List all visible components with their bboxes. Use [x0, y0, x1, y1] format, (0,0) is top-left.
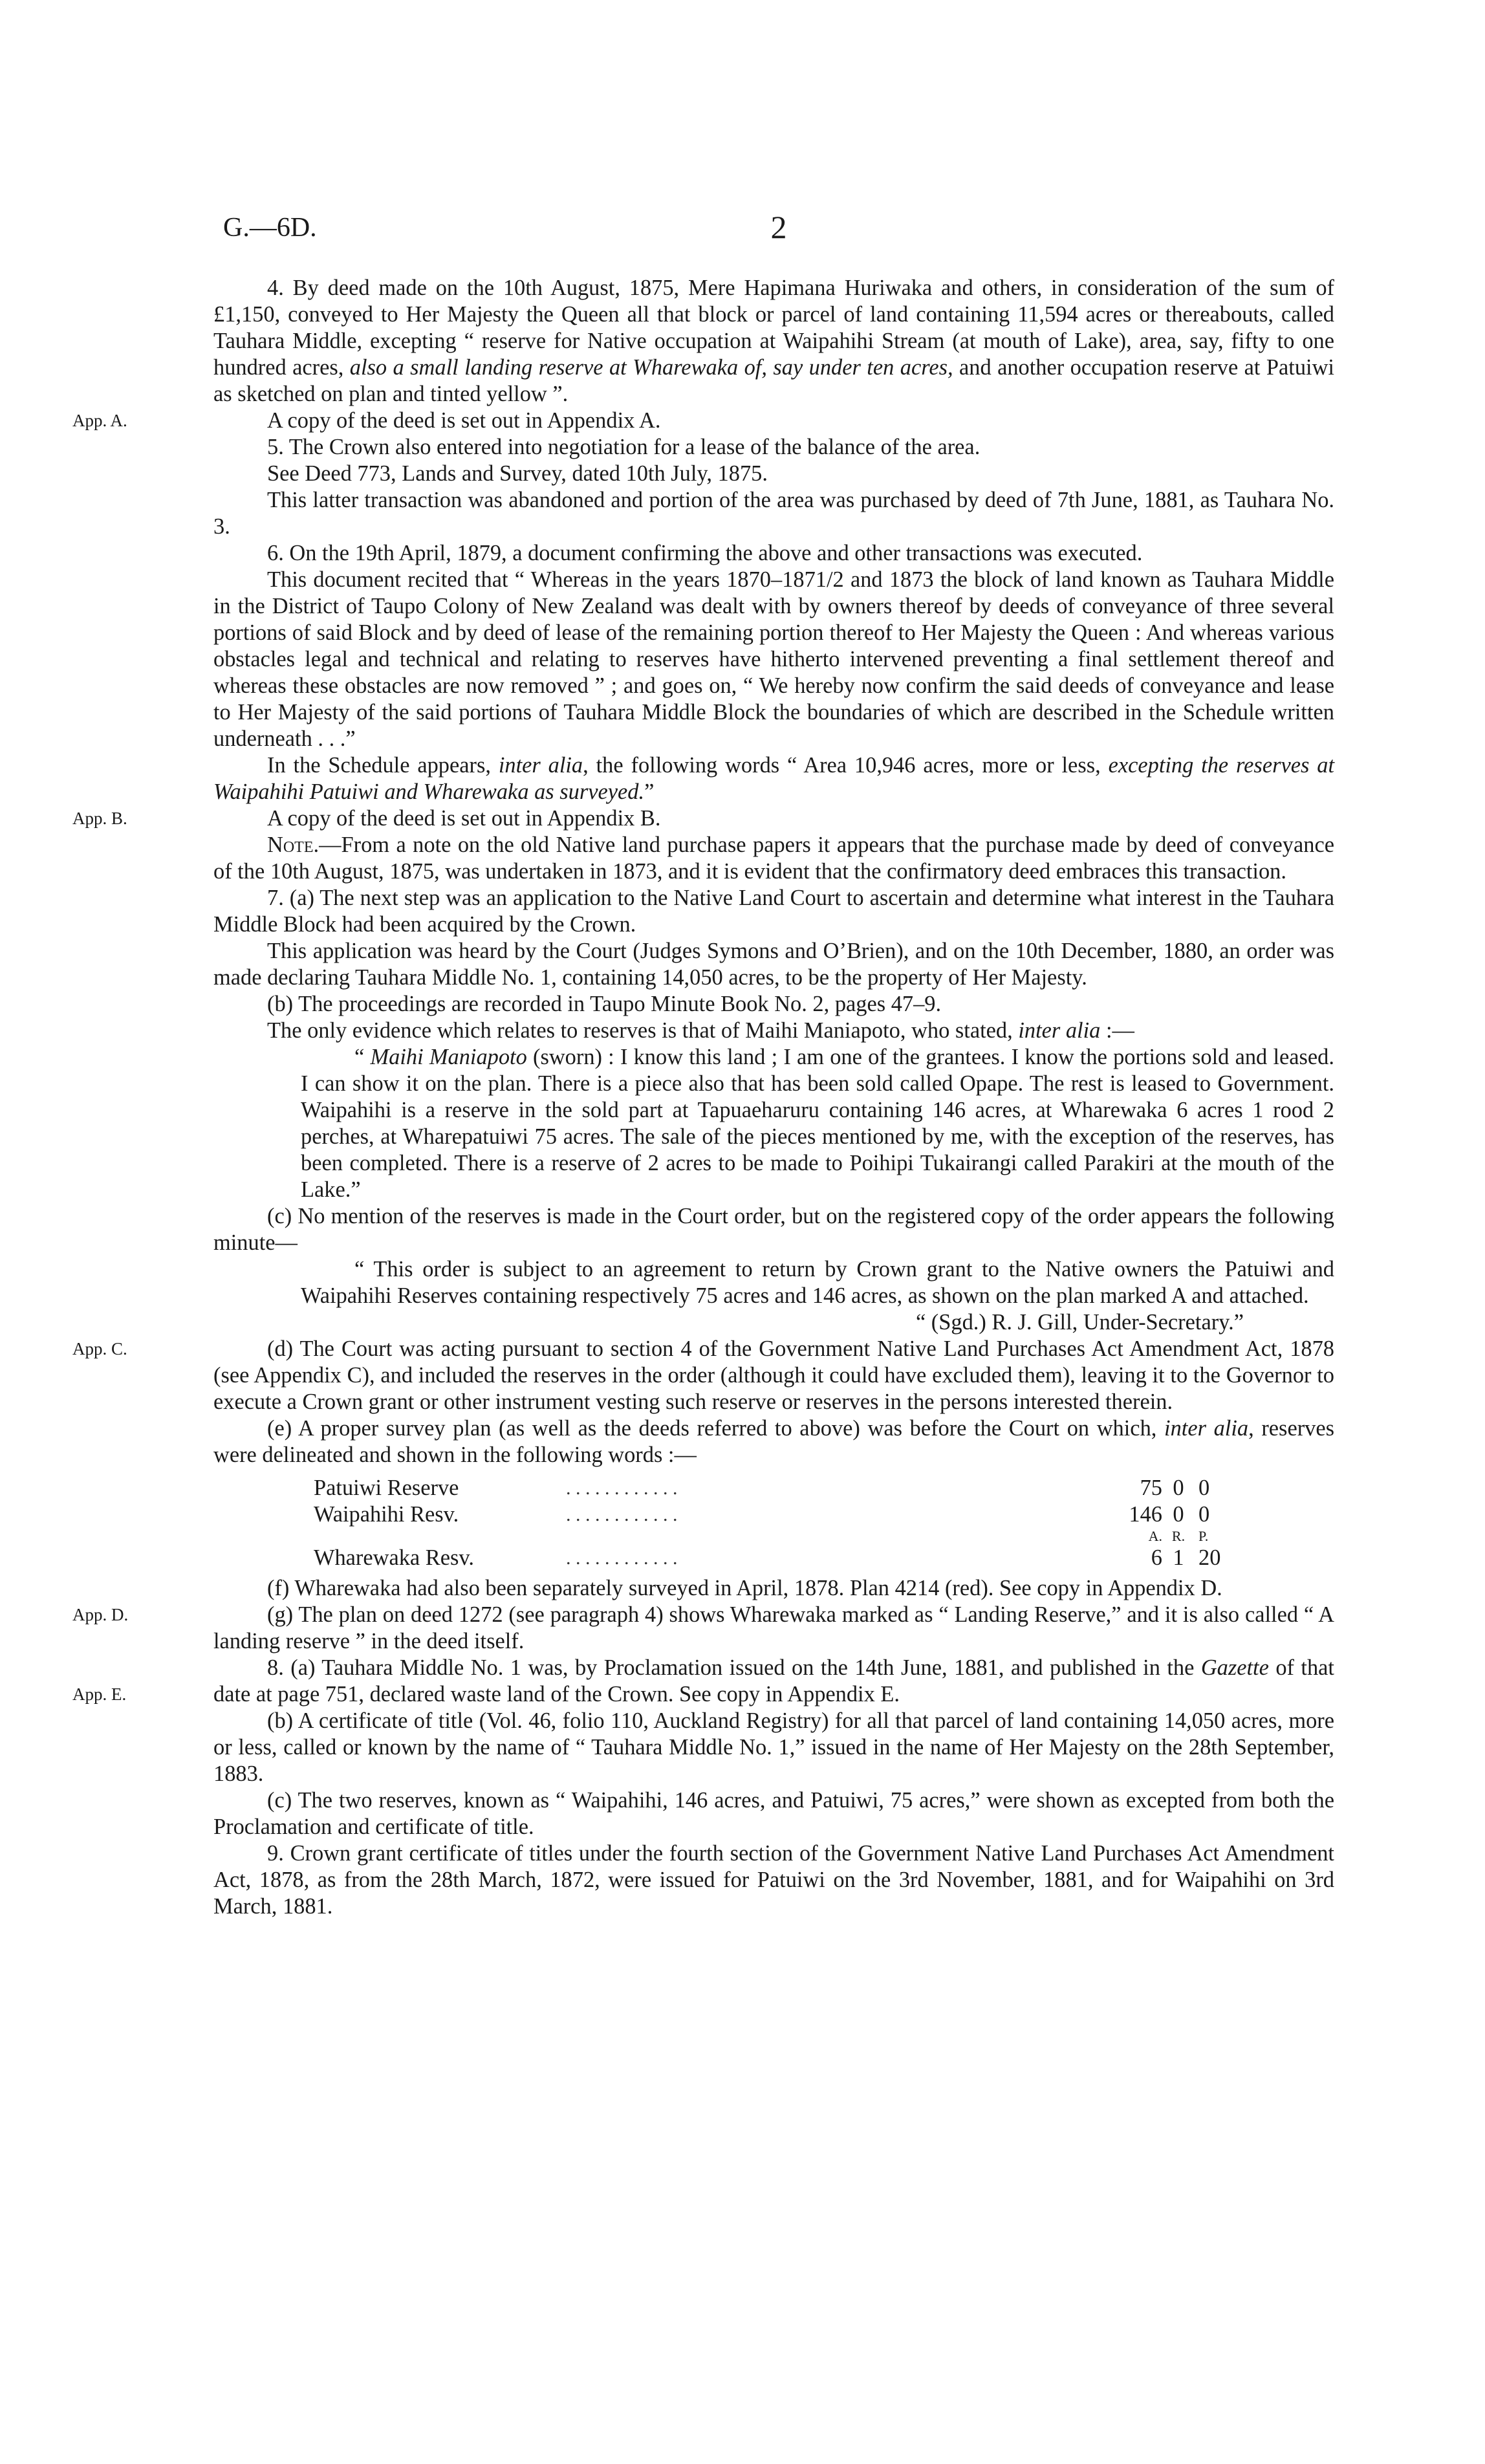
paragraph-8b: (b) A certificate of title (Vol. 46, folio 110, Auckland Registry) for all that parcel of land containing 14,050 acres, more or less, called or known by the name of “ Tauhara Middle No. 1,” issued in the name of Her Majesty on the 28th September, 1883.: [213, 1708, 1334, 1786]
paragraph-8c: (c) The two reserves, known as “ Waipahihi, 146 acres, and Patuiwi, 75 acres,” were shown as excepted from both the Proclamation and certificate of title.: [213, 1788, 1334, 1839]
margin-note-app-e: App. E.: [72, 1684, 127, 1704]
margin-note-app-c: App. C.: [72, 1339, 127, 1358]
note-label: Note.: [267, 833, 320, 857]
reserve-acres: 6: [1151, 1545, 1162, 1570]
paragraph-7-heard: This application was heard by the Court (Judges Symons and O’Brien), and on the 10th December, 1880, an order was made declaring Tauhara Middle No. 1, containing 14,050 acres, to be the property of Her Majesty.: [213, 939, 1334, 990]
arp-header-row: [213, 1528, 1334, 1545]
paragraph-7b: (b) The proceedings are recorded in Taupo Minute Book No. 2, pages 47–9.: [267, 992, 942, 1016]
paragraph-7-evidence: The only evidence which relates to reserves is that of Maihi Maniapoto, who stated, inter alia :—: [267, 1018, 1134, 1043]
paragraph-7e: (e) A proper survey plan (as well as the deeds referred to above) was before the Court on which, inter alia, reserves were delineated and shown in the following words :—: [213, 1416, 1335, 1467]
reserve-name: Patuiwi Reserve: [314, 1476, 459, 1500]
page-number: 2: [770, 209, 787, 245]
paragraph-6-recital: This document recited that “ Whereas in the years 1870–1871/2 and 1873 the block of land known as Tauhara Middle in the District of Taupo Colony of New Zealand was dealt with by owners thereof by deeds of conveyance of three several portions of said Block and by deed of lease of the remaining portion thereof to Her Majesty the Queen : And whereas various obstacles legal and technical and relating to reserves have hitherto intervened preventing a final settlement thereof and whereas these obstacles are now removed ” ; and goes on, “ We hereby now confirm the said deeds of conveyance and lease to Her Majesty of the said portions of Tauhara Middle Block the boundaries of which are described in the Schedule written underneath . . .”: [213, 567, 1334, 751]
reserve-roods: 0: [1173, 1502, 1184, 1527]
table-row: [213, 1501, 1334, 1528]
paragraph-5-latter: This latter transaction was abandoned and portion of the area was purchased by deed of 7th June, 1881, as Tauhara No. 3.: [213, 488, 1334, 539]
reserve-perches: 0: [1198, 1502, 1210, 1527]
page-header: [223, 209, 1334, 257]
reserve-perches: 20: [1198, 1545, 1221, 1570]
paragraph-7d: App. C. (d) The Court was acting pursuant to section 4 of the Government Native Land Purchases Act Amendment Act, 1878 (see Appendix C), and included the reserves in the order (although it could have excluded them), leaving it to the Governor to execute a Crown grant or other instrument vesting such reserve or reserves in the persons interested therein.: [72, 1336, 1334, 1414]
reserve-name: Wharewaka Resv.: [314, 1545, 474, 1570]
acres-header: A.: [1148, 1528, 1162, 1544]
paragraph-7a: 7. (a) The next step was an application to the Native Land Court to ascertain and determine what interest in the Tauhara Middle Block had been acquired by the Crown.: [213, 886, 1334, 937]
paragraph-7c: (c) No mention of the reserves is made in the Court order, but on the registered copy of the order appears the following minute—: [213, 1204, 1334, 1255]
reserves-table: [213, 1475, 1334, 1571]
margin-note-app-d: App. D.: [72, 1605, 129, 1624]
roods-header: R.: [1171, 1528, 1186, 1544]
document-body: [72, 275, 1335, 1920]
court-minute-quote: “ This order is subject to an agreement to return by Crown grant to the Native owners the Patuiwi and Waipahihi Reserves containing respectively 75 acres and 146 acres, as shown on the plan marked A and attached.: [301, 1257, 1334, 1308]
reserve-roods: 0: [1173, 1476, 1184, 1500]
paragraph-6: 6. On the 19th April, 1879, a document confirming the above and other transactions was executed.: [267, 541, 1143, 565]
paragraph-6-copy: App. B. A copy of the deed is set out in Appendix B.: [72, 806, 661, 831]
evidence-quote: “ Maihi Maniapoto (sworn) : I know this land ; I am one of the grantees. I know the portions sold and leased. I can show it on the plan. There is a piece also that has been sold called Opape. The rest is leased to Government. Waipahihi is a reserve in the sold part at Tapuaeharuru containing 146 acres, at Wharewaka 6 acres 1 rood 2 perches, at Wharepatuiwi 75 acres. The sale of the pieces mentioned by me, with the exception of the reserves, has been completed. There is a reserve of 2 acres to be made to Poihipi Tukairangi called Parakiri at the mouth of the Lake.”: [301, 1045, 1334, 1202]
paragraph-6-schedule: In the Schedule appears, inter alia, the following words “ Area 10,946 acres, more or less, excepting the reserves at Waipahihi Patuiwi and Wharewaka as surveyed.”: [213, 753, 1334, 804]
paragraph-4-copy: App. A. A copy of the deed is set out in Appendix A.: [72, 408, 661, 433]
paragraph-7f: App. D. (f) Wharewaka had also been separately surveyed in April, 1878. Plan 4214 (red). See copy in Appendix D.: [213, 1575, 1334, 1602]
reserve-acres: 75: [1140, 1476, 1162, 1500]
leader-dots: . . . . . . . . . . . .: [566, 1547, 678, 1569]
note-paragraph: Note.—From a note on the old Native land purchase papers it appears that the purchase made by deed of conveyance of the 10th August, 1875, was undertaken in 1873, and it is evident that the confirmatory deed embraces this transaction.: [213, 833, 1334, 884]
paragraph-7g: (g) The plan on deed 1272 (see paragraph 4) shows Wharewaka marked as “ Landing Reserve,” and it is also called “ A landing reserve ” in the deed itself.: [213, 1602, 1334, 1653]
paragraph-9: 9. Crown grant certificate of titles under the fourth section of the Government Native Land Purchases Act Amendment Act, 1878, as from the 28th March, 1872, were issued for Patuiwi on the 3rd November, 1881, and for Waipahihi on 3rd March, 1881.: [213, 1841, 1334, 1919]
margin-note-app-b: App. B.: [72, 809, 127, 828]
document-reference: G.—6D.: [223, 213, 317, 243]
leader-dots: . . . . . . . . . . . .: [566, 1477, 678, 1499]
margin-note-app-a: App. A.: [72, 411, 127, 430]
paragraph-5: 5. The Crown also entered into negotiation for a lease of the balance of the area.: [267, 435, 981, 459]
perches-header: P.: [1198, 1528, 1209, 1544]
reserve-acres: 146: [1129, 1502, 1162, 1527]
reserve-perches: 0: [1198, 1476, 1210, 1500]
paragraph-4: 4. By deed made on the 10th August, 1875, Mere Hapimana Huriwaka and others, in consideration of the sum of £1,150, conveyed to Her Majesty the Queen all that block or parcel of land containing 11,594 acres or thereabouts, called Tauhara Middle, excepting “ reserve for Native occupation at Waipahihi Stream (at mouth of Lake), area, say, fifty to one hundred acres, also a small landing reserve at Wharewaka of, say under ten acres, and another occupation reserve at Patuiwi as sketched on plan and tinted yellow ”.: [213, 276, 1334, 406]
leader-dots: . . . . . . . . . . . .: [566, 1504, 678, 1525]
minute-signature: “ (Sgd.) R. J. Gill, Under-Secretary.”: [915, 1310, 1244, 1335]
reserve-roods: 1: [1173, 1545, 1184, 1570]
table-row: [213, 1475, 1334, 1501]
paragraph-8a: App. E. 8. (a) Tauhara Middle No. 1 was, by Proclamation issued on the 14th June, 1881, and published in the Gazette of that date at page 751, declared waste land of the Crown. See copy in Appendix E.: [72, 1655, 1334, 1706]
paragraph-5-see: See Deed 773, Lands and Survey, dated 10th July, 1875.: [267, 461, 768, 486]
table-row: [213, 1545, 1334, 1571]
reserve-name: Waipahihi Resv.: [314, 1502, 459, 1527]
